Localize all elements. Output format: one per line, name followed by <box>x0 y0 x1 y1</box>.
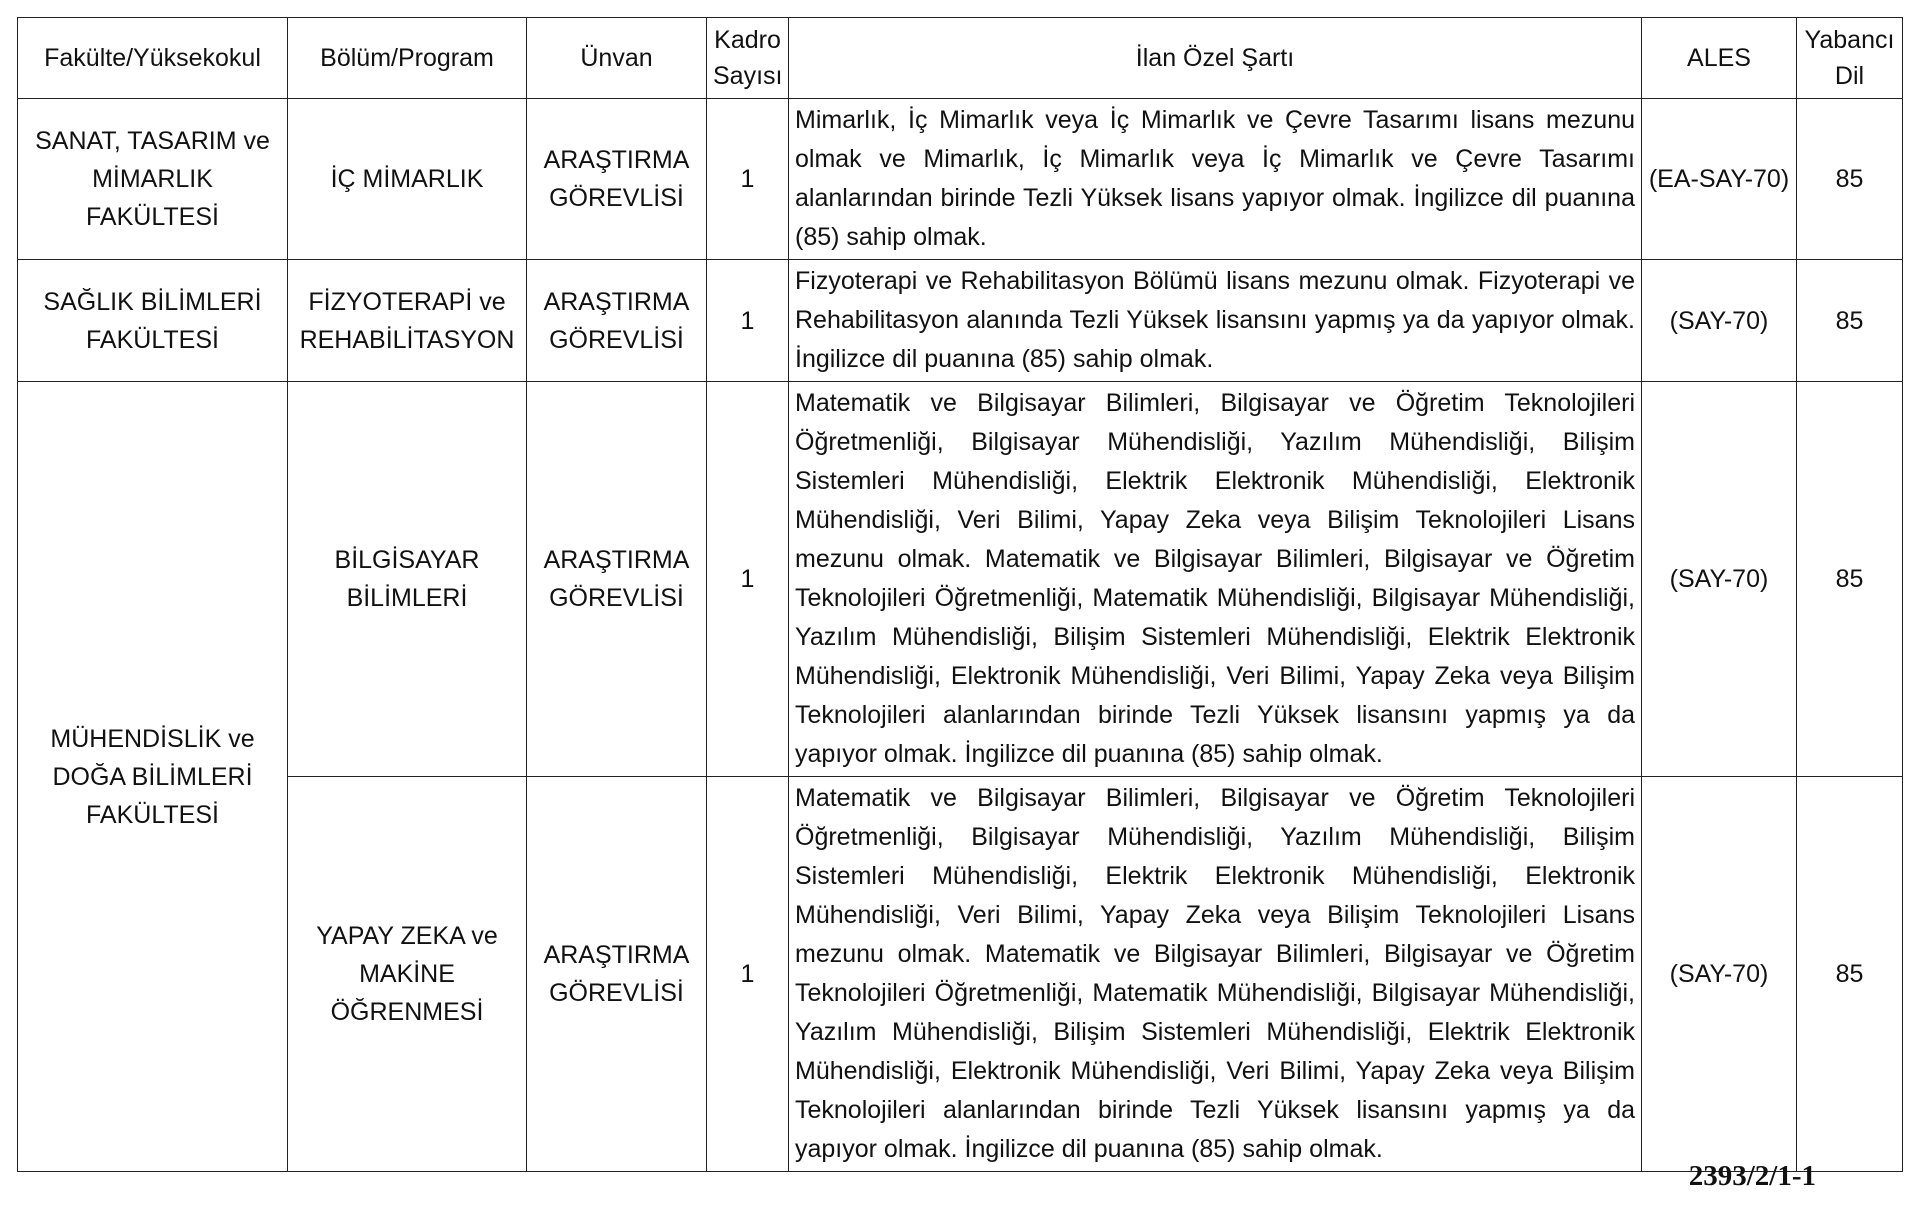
cell-title: ARAŞTIRMA GÖREVLİSİ <box>527 382 707 777</box>
cell-title: ARAŞTIRMA GÖREVLİSİ <box>527 260 707 382</box>
cell-language: 85 <box>1797 382 1903 777</box>
header-count-line1: Kadro <box>714 26 781 54</box>
header-title: Ünvan <box>527 18 707 99</box>
header-language-line1: Yabancı <box>1804 26 1895 54</box>
header-department: Bölüm/Program <box>288 18 527 99</box>
cell-language: 85 <box>1797 99 1903 260</box>
cell-count: 1 <box>707 99 789 260</box>
table-row <box>18 99 1903 260</box>
cell-title: ARAŞTIRMA GÖREVLİSİ <box>527 99 707 260</box>
header-ales: ALES <box>1642 18 1797 99</box>
cell-title: ARAŞTIRMA GÖREVLİSİ <box>527 777 707 1172</box>
announcement-table-container <box>17 17 1902 1172</box>
cell-language: 85 <box>1797 777 1903 1172</box>
cell-ales: (SAY-70) <box>1642 777 1797 1172</box>
cell-faculty: SANAT, TASARIM ve MİMARLIK FAKÜLTESİ <box>18 99 288 260</box>
cell-ales: (SAY-70) <box>1642 382 1797 777</box>
announcement-table <box>17 17 1903 1172</box>
header-count <box>707 18 789 99</box>
cell-department: YAPAY ZEKA ve MAKİNE ÖĞRENMESİ <box>288 777 527 1172</box>
header-condition: İlan Özel Şartı <box>789 18 1642 99</box>
header-language-line2: Dil <box>1834 62 1865 90</box>
header-count-line2: Sayısı <box>713 62 783 90</box>
table-row <box>18 382 1903 777</box>
cell-faculty: MÜHENDİSLİK ve DOĞA BİLİMLERİ FAKÜLTESİ <box>18 382 288 1172</box>
cell-faculty: SAĞLIK BİLİMLERİ FAKÜLTESİ <box>18 260 288 382</box>
table-row <box>18 260 1903 382</box>
header-row <box>18 18 1903 99</box>
cell-condition: Mimarlık, İç Mimarlık veya İç Mimarlık ve Çevre Tasarımı lisans mezunu olmak ve Mimarlık, İç Mimarlık veya İç Mimarlık ve Çevre Tasarımı alanlarından birinde Tezli Yüksek lisans yapıyor olmak. İngilizce dil puanına (85) sahip olmak. <box>789 99 1642 260</box>
cell-ales: (SAY-70) <box>1642 260 1797 382</box>
cell-language: 85 <box>1797 260 1903 382</box>
cell-condition: Matematik ve Bilgisayar Bilimleri, Bilgisayar ve Öğretim Teknolojileri Öğretmenliği, Bilgisayar Mühendisliği, Yazılım Mühendisliği, Bilişim Sistemleri Mühendisliği, Elektrik Elektronik Mühendisliği, Elektronik Mühendisliği, Veri Bilimi, Yapay Zeka veya Bilişim Teknolojileri Lisans mezunu olmak. Matematik ve Bilgisayar Bilimleri, Bilgisayar ve Öğretim Teknolojileri Öğretmenliği, Matematik Mühendisliği, Bilgisayar Mühendisliği, Yazılım Mühendisliği, Bilişim Sistemleri Mühendisliği, Elektrik Elektronik Mühendisliği, Elektronik Mühendisliği, Veri Bilimi, Yapay Zeka veya Bilişim Teknolojileri alanlarından birinde Tezli Yüksek lisansını yapmış ya da yapıyor olmak. İngilizce dil puanına (85) sahip olmak. <box>789 777 1642 1172</box>
cell-count: 1 <box>707 260 789 382</box>
cell-count: 1 <box>707 777 789 1172</box>
cell-condition: Fizyoterapi ve Rehabilitasyon Bölümü lisans mezunu olmak. Fizyoterapi ve Rehabilitasyon alanında Tezli Yüksek lisansını yapmış ya da yapıyor olmak. İngilizce dil puanına (85) sahip olmak. <box>789 260 1642 382</box>
cell-department: İÇ MİMARLIK <box>288 99 527 260</box>
header-faculty: Fakülte/Yüksekokul <box>18 18 288 99</box>
cell-department: FİZYOTERAPİ ve REHABİLİTASYON <box>288 260 527 382</box>
cell-ales: (EA-SAY-70) <box>1642 99 1797 260</box>
cell-condition: Matematik ve Bilgisayar Bilimleri, Bilgisayar ve Öğretim Teknolojileri Öğretmenliği, Bilgisayar Mühendisliği, Yazılım Mühendisliği, Bilişim Sistemleri Mühendisliği, Elektrik Elektronik Mühendisliği, Elektronik Mühendisliği, Veri Bilimi, Yapay Zeka veya Bilişim Teknolojileri Lisans mezunu olmak. Matematik ve Bilgisayar Bilimleri, Bilgisayar ve Öğretim Teknolojileri Öğretmenliği, Matematik Mühendisliği, Bilgisayar Mühendisliği, Yazılım Mühendisliği, Bilişim Sistemleri Mühendisliği, Elektrik Elektronik Mühendisliği, Elektronik Mühendisliği, Veri Bilimi, Yapay Zeka veya Bilişim Teknolojileri alanlarından birinde Tezli Yüksek lisansını yapmış ya da yapıyor olmak. İngilizce dil puanına (85) sahip olmak. <box>789 382 1642 777</box>
cell-department: BİLGİSAYAR BİLİMLERİ <box>288 382 527 777</box>
document-code: 2393/2/1-1 <box>1688 1160 1816 1192</box>
cell-count: 1 <box>707 382 789 777</box>
table-row <box>18 777 1903 1172</box>
header-language <box>1797 18 1903 99</box>
